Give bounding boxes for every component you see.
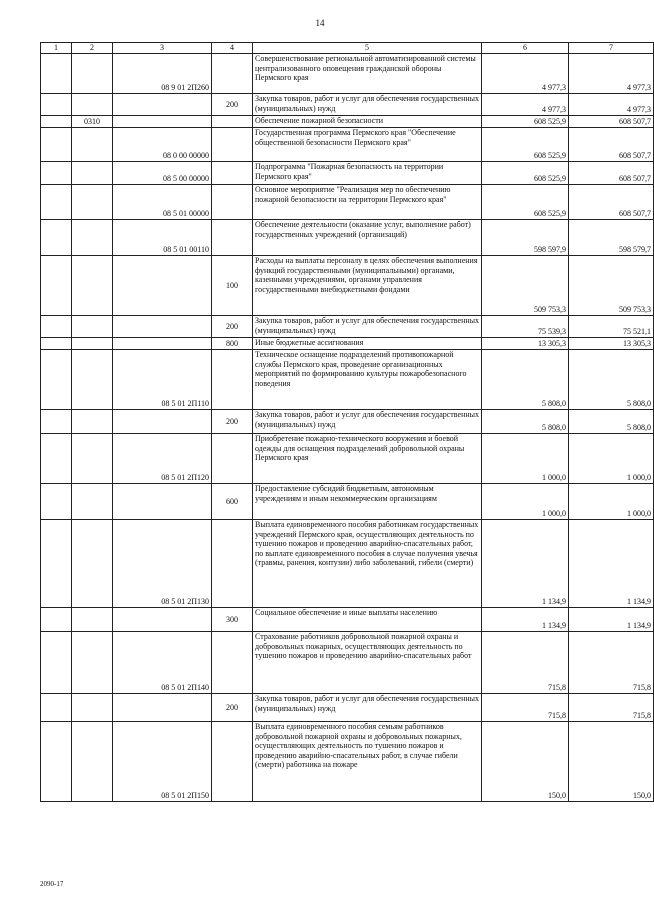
section-code-cell: [72, 162, 113, 185]
item-name-cell: Страхование работников добровольной пожарной охраны и добровольных пожарных, осуществляющих деятельность по тушению пожаров и проведению аварийно-спасательных работ: [253, 632, 482, 694]
table-header-row: [41, 43, 654, 54]
item-name-cell: Выплата единовременного пособия работникам государственных учреждений Пермского края, осуществляющих деятельность по тушению пожаров и проведению аварийно-спасательных работ, по выплате единовременного пособия в случае получения увечья (травмы, ранения, контузии) либо заболеваний, гибели (смерти): [253, 520, 482, 608]
item-name-cell: Выплата единовременного пособия семьям работников добровольной пожарной охраны и добровольных пожарных, осуществляющих деятельность по тушению пожаров и проведению аварийно-спасательных работ, в случае гибели (смерти) работника на пожаре: [253, 722, 482, 802]
target-code-cell: [113, 410, 212, 434]
amount-2018-cell: 5 808,0: [482, 410, 569, 434]
item-name-cell: Техническое оснащение подразделений противопожарной службы Пермского края, проведение организационных мероприятий по формированию культуры пожаробезопасного поведения: [253, 350, 482, 410]
table-row: [41, 316, 654, 338]
row-col-1: [41, 316, 72, 338]
expense-type-cell: 200: [212, 694, 253, 722]
item-name-cell: Основное мероприятие "Реализация мер по обеспечению пожарной безопасности на территории Пермского края": [253, 185, 482, 220]
section-code-cell: [72, 54, 113, 94]
section-code-cell: [72, 694, 113, 722]
expense-type-cell: 800: [212, 338, 253, 350]
amount-2019-cell: 4 977,3: [569, 54, 654, 94]
amount-2018-cell: 608 525,9: [482, 185, 569, 220]
amount-2019-cell: 1 134,9: [569, 608, 654, 632]
amount-2019-cell: 13 305,3: [569, 338, 654, 350]
item-name-cell: Государственная программа Пермского края "Обеспечение общественной безопасности Пермского края": [253, 128, 482, 162]
expense-type-cell: [212, 54, 253, 94]
amount-2018-cell: 4 977,3: [482, 54, 569, 94]
item-name-cell: Подпрограмма "Пожарная безопасность на территории Пермского края": [253, 162, 482, 185]
section-code-cell: [72, 608, 113, 632]
table-row: [41, 608, 654, 632]
target-code-cell: 08 0 00 00000: [113, 128, 212, 162]
amount-2019-cell: 4 977,3: [569, 94, 654, 116]
row-col-1: [41, 520, 72, 608]
row-col-1: [41, 162, 72, 185]
amount-2019-cell: 608 507,7: [569, 185, 654, 220]
section-code-cell: [72, 316, 113, 338]
expense-type-cell: 300: [212, 608, 253, 632]
table-row: [41, 434, 654, 484]
section-code-cell: [72, 434, 113, 484]
section-code-cell: [72, 128, 113, 162]
target-code-cell: 08 5 00 00000: [113, 162, 212, 185]
amount-2018-cell: 608 525,9: [482, 162, 569, 185]
table-row: [41, 185, 654, 220]
row-col-1: [41, 434, 72, 484]
row-col-1: [41, 694, 72, 722]
table-row: [41, 632, 654, 694]
amount-2018-cell: 75 539,3: [482, 316, 569, 338]
expense-type-cell: [212, 434, 253, 484]
target-code-cell: 08 9 01 2П260: [113, 54, 212, 94]
row-col-1: [41, 350, 72, 410]
item-name-cell: Совершенствование региональной автоматизированной системы централизованного оповещения гражданской обороны Пермского края: [253, 54, 482, 94]
target-code-cell: [113, 116, 212, 128]
table-row: [41, 722, 654, 802]
expense-type-cell: [212, 128, 253, 162]
amount-2019-cell: 75 521,1: [569, 316, 654, 338]
expense-type-cell: 200: [212, 94, 253, 116]
row-col-1: [41, 410, 72, 434]
page-number: 14: [315, 18, 325, 28]
table-row: [41, 54, 654, 94]
amount-2018-cell: 1 134,9: [482, 608, 569, 632]
target-code-cell: 08 5 01 2П150: [113, 722, 212, 802]
amount-2019-cell: 608 507,7: [569, 128, 654, 162]
table-row: [41, 350, 654, 410]
target-code-cell: [113, 694, 212, 722]
section-code-cell: [72, 185, 113, 220]
table-row: [41, 162, 654, 185]
expense-type-cell: [212, 116, 253, 128]
section-code-cell: [72, 338, 113, 350]
section-code-cell: 0310: [72, 116, 113, 128]
item-name-cell: Закупка товаров, работ и услуг для обеспечения государственных (муниципальных) нужд: [253, 316, 482, 338]
row-col-1: [41, 220, 72, 256]
target-code-cell: [113, 338, 212, 350]
item-name-cell: Обеспечение деятельности (оказание услуг, выполнение работ) государственных учреждений (организаций): [253, 220, 482, 256]
row-col-1: [41, 632, 72, 694]
target-code-cell: 08 5 01 2П140: [113, 632, 212, 694]
target-code-cell: 08 5 01 2П110: [113, 350, 212, 410]
item-name-cell: Иные бюджетные ассигнования: [253, 338, 482, 350]
section-code-cell: [72, 220, 113, 256]
amount-2018-cell: 1 134,9: [482, 520, 569, 608]
expense-type-cell: [212, 722, 253, 802]
item-name-cell: Социальное обеспечение и иные выплаты населению: [253, 608, 482, 632]
amount-2018-cell: 1 000,0: [482, 434, 569, 484]
item-name-cell: Расходы на выплаты персоналу в целях обеспечения выполнения функций государственными (муниципальными) органами, казенными учреждениями, органами управления государственными внебюджетными фондами: [253, 256, 482, 316]
amount-2019-cell: 715,8: [569, 694, 654, 722]
item-name-cell: Обеспечение пожарной безопасности: [253, 116, 482, 128]
table-row: [41, 94, 654, 116]
table-row: [41, 410, 654, 434]
amount-2018-cell: 1 000,0: [482, 484, 569, 520]
target-code-cell: 08 5 01 00110: [113, 220, 212, 256]
target-code-cell: [113, 608, 212, 632]
table-row: [41, 338, 654, 350]
amount-2019-cell: 5 808,0: [569, 350, 654, 410]
row-col-1: [41, 94, 72, 116]
row-col-1: [41, 185, 72, 220]
amount-2019-cell: 1 134,9: [569, 520, 654, 608]
item-name-cell: Закупка товаров, работ и услуг для обеспечения государственных (муниципальных) нужд: [253, 94, 482, 116]
table-row: [41, 256, 654, 316]
target-code-cell: [113, 94, 212, 116]
row-col-1: [41, 722, 72, 802]
row-col-1: [41, 116, 72, 128]
expense-type-cell: [212, 162, 253, 185]
section-code-cell: [72, 484, 113, 520]
row-col-1: [41, 484, 72, 520]
section-code-cell: [72, 94, 113, 116]
amount-2018-cell: 715,8: [482, 694, 569, 722]
target-code-cell: [113, 484, 212, 520]
expense-type-cell: 200: [212, 316, 253, 338]
header-col-3: 3: [113, 43, 212, 54]
expense-type-cell: [212, 350, 253, 410]
amount-2019-cell: 5 808,0: [569, 410, 654, 434]
header-col-7: 7: [569, 43, 654, 54]
amount-2019-cell: 509 753,3: [569, 256, 654, 316]
section-code-cell: [72, 350, 113, 410]
header-col-5: 5: [253, 43, 482, 54]
header-col-2: 2: [72, 43, 113, 54]
table-row: [41, 220, 654, 256]
section-code-cell: [72, 256, 113, 316]
amount-2018-cell: 5 808,0: [482, 350, 569, 410]
table-row: [41, 128, 654, 162]
table-row: [41, 484, 654, 520]
amount-2018-cell: 150,0: [482, 722, 569, 802]
amount-2019-cell: 1 000,0: [569, 434, 654, 484]
row-col-1: [41, 54, 72, 94]
amount-2018-cell: 13 305,3: [482, 338, 569, 350]
table-row: [41, 520, 654, 608]
budget-table: [40, 42, 654, 802]
expense-type-cell: [212, 520, 253, 608]
section-code-cell: [72, 520, 113, 608]
section-code-cell: [72, 632, 113, 694]
footer-code: 2090-17: [40, 880, 64, 888]
section-code-cell: [72, 722, 113, 802]
row-col-1: [41, 256, 72, 316]
header-col-6: 6: [482, 43, 569, 54]
table-row: [41, 694, 654, 722]
header-col-4: 4: [212, 43, 253, 54]
amount-2018-cell: 509 753,3: [482, 256, 569, 316]
row-col-1: [41, 338, 72, 350]
target-code-cell: [113, 256, 212, 316]
target-code-cell: [113, 316, 212, 338]
amount-2019-cell: 715,8: [569, 632, 654, 694]
expense-type-cell: 200: [212, 410, 253, 434]
amount-2018-cell: 608 525,9: [482, 128, 569, 162]
expense-type-cell: [212, 220, 253, 256]
amount-2018-cell: 4 977,3: [482, 94, 569, 116]
amount-2018-cell: 608 525,9: [482, 116, 569, 128]
amount-2019-cell: 598 579,7: [569, 220, 654, 256]
target-code-cell: 08 5 01 2П130: [113, 520, 212, 608]
amount-2019-cell: 150,0: [569, 722, 654, 802]
row-col-1: [41, 608, 72, 632]
expense-type-cell: 600: [212, 484, 253, 520]
header-col-1: 1: [41, 43, 72, 54]
target-code-cell: 08 5 01 2П120: [113, 434, 212, 484]
amount-2018-cell: 598 597,9: [482, 220, 569, 256]
item-name-cell: Приобретение пожарно-технического вооружения и боевой одежды для оснащения подразделений добровольной охраны Пермского края: [253, 434, 482, 484]
item-name-cell: Закупка товаров, работ и услуг для обеспечения государственных (муниципальных) нужд: [253, 694, 482, 722]
amount-2019-cell: 608 507,7: [569, 116, 654, 128]
expense-type-cell: [212, 185, 253, 220]
target-code-cell: 08 5 01 00000: [113, 185, 212, 220]
row-col-1: [41, 128, 72, 162]
amount-2018-cell: 715,8: [482, 632, 569, 694]
amount-2019-cell: 1 000,0: [569, 484, 654, 520]
section-code-cell: [72, 410, 113, 434]
item-name-cell: Закупка товаров, работ и услуг для обеспечения государственных (муниципальных) нужд: [253, 410, 482, 434]
expense-type-cell: [212, 632, 253, 694]
amount-2019-cell: 608 507,7: [569, 162, 654, 185]
table-row: [41, 116, 654, 128]
expense-type-cell: 100: [212, 256, 253, 316]
item-name-cell: Предоставление субсидий бюджетным, автономным учреждениям и иным некоммерческим организациям: [253, 484, 482, 520]
